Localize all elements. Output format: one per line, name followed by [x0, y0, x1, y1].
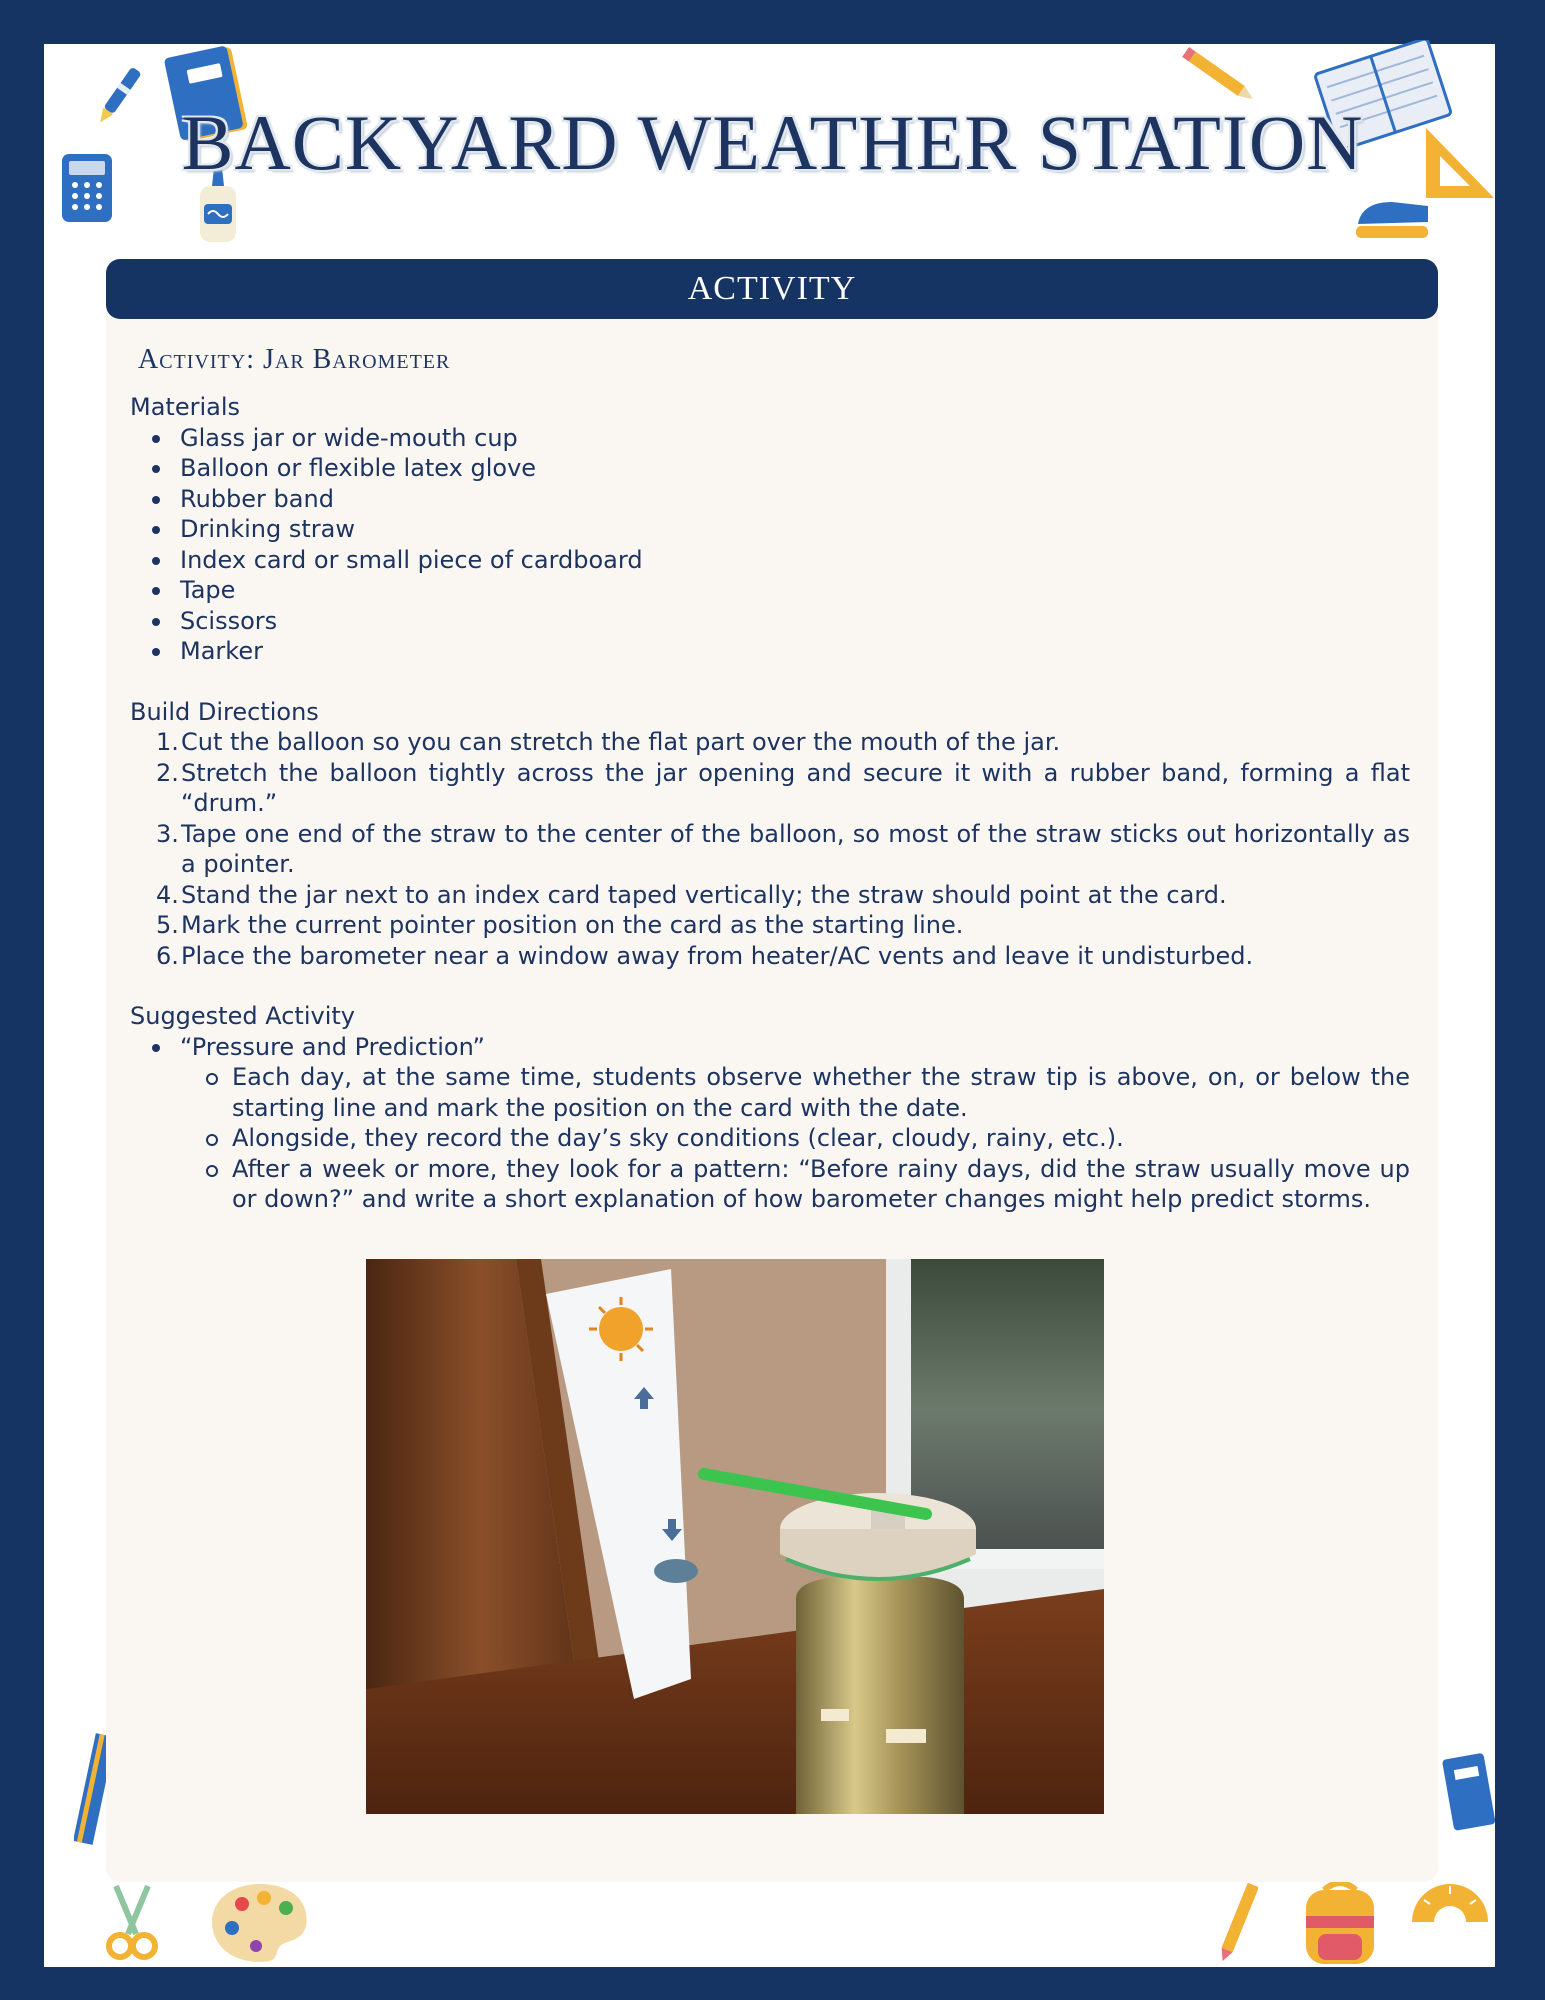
suggested-list — [130, 1032, 1410, 1215]
step-item — [158, 727, 1410, 758]
barometer-photo — [366, 1259, 1104, 1814]
page-title: BACKYARD WEATHER STATION — [181, 99, 1364, 186]
step-text: Stand the jar next to an index card taped vertically; the straw should point at the card. — [181, 880, 1227, 909]
materials-heading: Materials — [130, 393, 241, 421]
paint-palette-icon — [208, 1880, 312, 1964]
suggested-heading: Suggested Activity — [130, 1002, 355, 1030]
step-text: Cut the balloon so you can stretch the flat part over the mouth of the jar. — [181, 728, 1061, 756]
step-item — [158, 880, 1410, 911]
step-number: 1. — [156, 728, 179, 756]
pencil-icon — [1218, 1880, 1258, 1966]
step-text: Tape one end of the straw to the center of the balloon, so most of the straw sticks out horizontally as a pointer. — [181, 819, 1410, 878]
list-item: Balloon or flexible latex glove — [150, 453, 1410, 484]
list-item: Glass jar or wide-mouth cup — [150, 423, 1410, 454]
sub-list-item: After a week or more, they look for a pattern: “Before rainy days, did the straw usually move up or down?” and write a short explanation of how barometer changes might help predict storms. — [202, 1154, 1410, 1215]
sub-list-item: Alongside, they record the day’s sky conditions (clear, cloudy, rainy, etc.). — [202, 1123, 1410, 1154]
step-number: 3. — [156, 819, 179, 848]
book-icon — [1438, 1750, 1498, 1836]
scissors-icon — [96, 1882, 168, 1964]
activity-title: Activity: Jar Barometer — [138, 344, 451, 375]
list-item: Marker — [150, 636, 1410, 667]
list-item: Drinking straw — [150, 514, 1410, 545]
step-item — [158, 941, 1410, 972]
suggested-sublist — [180, 1062, 1410, 1215]
step-text: Place the barometer near a window away from heater/AC vents and leave it undisturbed. — [181, 941, 1254, 970]
step-number: 6. — [156, 941, 179, 970]
step-text: Mark the current pointer position on the card as the starting line. — [181, 911, 964, 939]
activity-body — [130, 392, 1410, 1215]
section-banner: ACTIVITY — [106, 259, 1438, 319]
list-item: Tape — [150, 575, 1410, 606]
list-item: Scissors — [150, 606, 1410, 637]
materials-list — [130, 423, 1410, 667]
sub-list-item: Each day, at the same time, students observe whether the straw tip is above, on, or below the starting line and mark the position on the card with the date. — [202, 1062, 1410, 1123]
stapler-icon — [1352, 192, 1434, 244]
build-heading: Build Directions — [130, 697, 319, 726]
build-steps — [130, 727, 1410, 971]
list-item: Rubber band — [150, 484, 1410, 515]
step-number: 4. — [156, 880, 179, 909]
step-number: 2. — [156, 758, 179, 787]
suggested-item: “Pressure and Prediction” — [180, 1032, 485, 1061]
step-item — [158, 758, 1410, 819]
backpack-icon — [1294, 1876, 1386, 1968]
list-item: Index card or small piece of cardboard — [150, 545, 1410, 576]
list-item — [150, 1032, 1410, 1215]
step-item — [158, 819, 1410, 880]
step-item — [158, 910, 1410, 941]
step-number: 5. — [156, 911, 179, 939]
step-text: Stretch the balloon tightly across the jar opening and secure it with a rubber band, forming a flat “drum.” — [181, 758, 1410, 817]
